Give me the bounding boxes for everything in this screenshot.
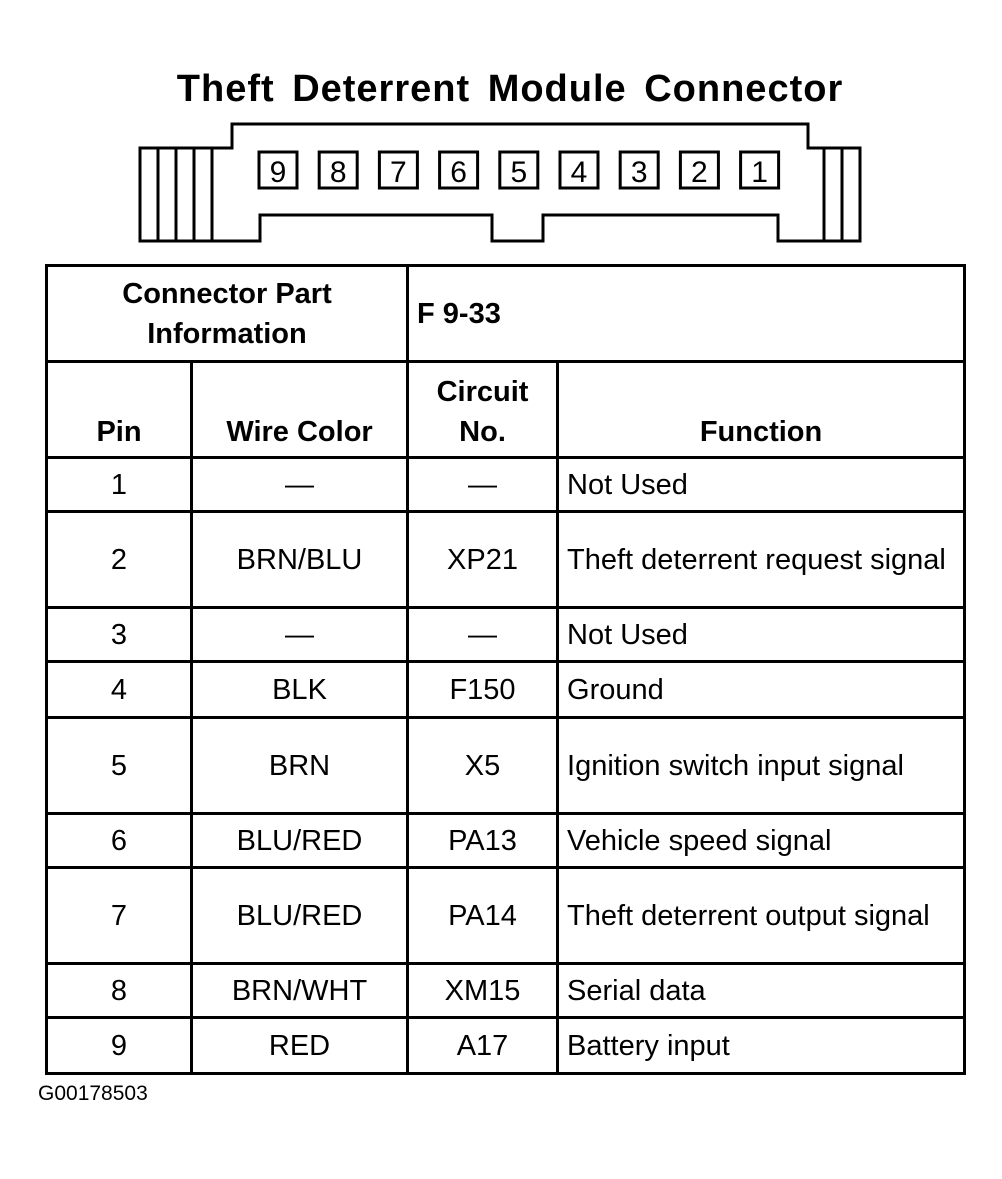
cell-circuit-no: — <box>408 458 558 512</box>
table-row <box>47 868 965 964</box>
cell-wire-color: BRN/WHT <box>192 964 408 1018</box>
header-circuit-line2: No. <box>459 416 506 448</box>
connector-pin-label: 2 <box>691 156 708 189</box>
cell-function: Ignition switch input signal <box>558 718 965 814</box>
header-pin: Pin <box>47 362 192 458</box>
part-info-value: F 9-33 <box>408 266 965 362</box>
connector-pin-label: 3 <box>630 156 648 189</box>
cell-function: Ground <box>558 662 965 718</box>
cell-wire-color: RED <box>192 1018 408 1074</box>
connector-pin <box>379 152 417 189</box>
cell-circuit-no: X5 <box>408 718 558 814</box>
cell-wire-color: BRN <box>192 718 408 814</box>
cell-circuit-no: PA13 <box>408 814 558 868</box>
connector-pin-label: 5 <box>510 156 528 189</box>
figure-code: G00178503 <box>38 1082 148 1105</box>
cell-pin: 1 <box>47 458 192 512</box>
cell-function: Not Used <box>558 608 965 662</box>
connector-pin <box>440 152 478 189</box>
cell-circuit-no: PA14 <box>408 868 558 964</box>
connector-pin <box>741 152 779 189</box>
pin-table <box>45 264 966 1075</box>
cell-function: Theft deterrent request signal <box>558 512 965 608</box>
cell-pin: 2 <box>47 512 192 608</box>
header-circuit <box>408 362 558 458</box>
connector-pin-label: 1 <box>751 156 768 189</box>
cell-pin: 5 <box>47 718 192 814</box>
connector-pin-label: 7 <box>390 156 407 189</box>
connector-pin <box>319 152 357 189</box>
connector-pin <box>620 152 658 189</box>
connector-pin <box>680 152 718 189</box>
cell-function: Serial data <box>558 964 965 1018</box>
cell-wire-color: BRN/BLU <box>192 512 408 608</box>
cell-function: Battery input <box>558 1018 965 1074</box>
table-row <box>47 814 965 868</box>
connector-pin <box>560 152 598 189</box>
connector-pin <box>259 152 297 189</box>
connector-pin-label: 8 <box>329 156 347 189</box>
header-wire-color: Wire Color <box>192 362 408 458</box>
table-row <box>47 608 965 662</box>
cell-pin: 7 <box>47 868 192 964</box>
cell-pin: 8 <box>47 964 192 1018</box>
connector-right-ribs <box>824 148 842 241</box>
part-info-label-line1: Connector Part <box>122 277 332 310</box>
header-circuit-line1: Circuit <box>436 376 529 408</box>
diagram-title: Theft Deterrent Module Connector <box>176 68 844 110</box>
cell-function: Not Used <box>558 458 965 512</box>
cell-function: Vehicle speed signal <box>558 814 965 868</box>
cell-wire-color: BLU/RED <box>192 868 408 964</box>
cell-pin: 3 <box>47 608 192 662</box>
part-info-label <box>47 266 408 362</box>
cell-wire-color: BLK <box>192 662 408 718</box>
connector-pin <box>500 152 538 189</box>
connector-left-ribs <box>158 148 212 241</box>
connector-pin-label: 6 <box>450 156 467 189</box>
table-row <box>47 512 965 608</box>
connector-pin-label: 4 <box>570 156 588 189</box>
cell-wire-color: — <box>192 458 408 512</box>
header-row <box>47 362 965 458</box>
table-row <box>47 1018 965 1074</box>
part-info-label-line2: Information <box>147 317 307 350</box>
connector-pins <box>259 152 779 189</box>
table-row <box>47 458 965 512</box>
header-function: Function <box>558 362 965 458</box>
table-row <box>47 964 965 1018</box>
cell-circuit-no: XP21 <box>408 512 558 608</box>
cell-function: Theft deterrent output signal <box>558 868 965 964</box>
connector-pin-label: 9 <box>269 156 287 189</box>
connector-face-diagram <box>0 0 1002 260</box>
cell-circuit-no: XM15 <box>408 964 558 1018</box>
cell-circuit-no: A17 <box>408 1018 558 1074</box>
part-info-row <box>47 266 965 362</box>
table-row <box>47 718 965 814</box>
cell-wire-color: — <box>192 608 408 662</box>
cell-pin: 6 <box>47 814 192 868</box>
cell-pin: 4 <box>47 662 192 718</box>
cell-circuit-no: — <box>408 608 558 662</box>
cell-circuit-no: F150 <box>408 662 558 718</box>
table-row <box>47 662 965 718</box>
cell-pin: 9 <box>47 1018 192 1074</box>
cell-wire-color: BLU/RED <box>192 814 408 868</box>
